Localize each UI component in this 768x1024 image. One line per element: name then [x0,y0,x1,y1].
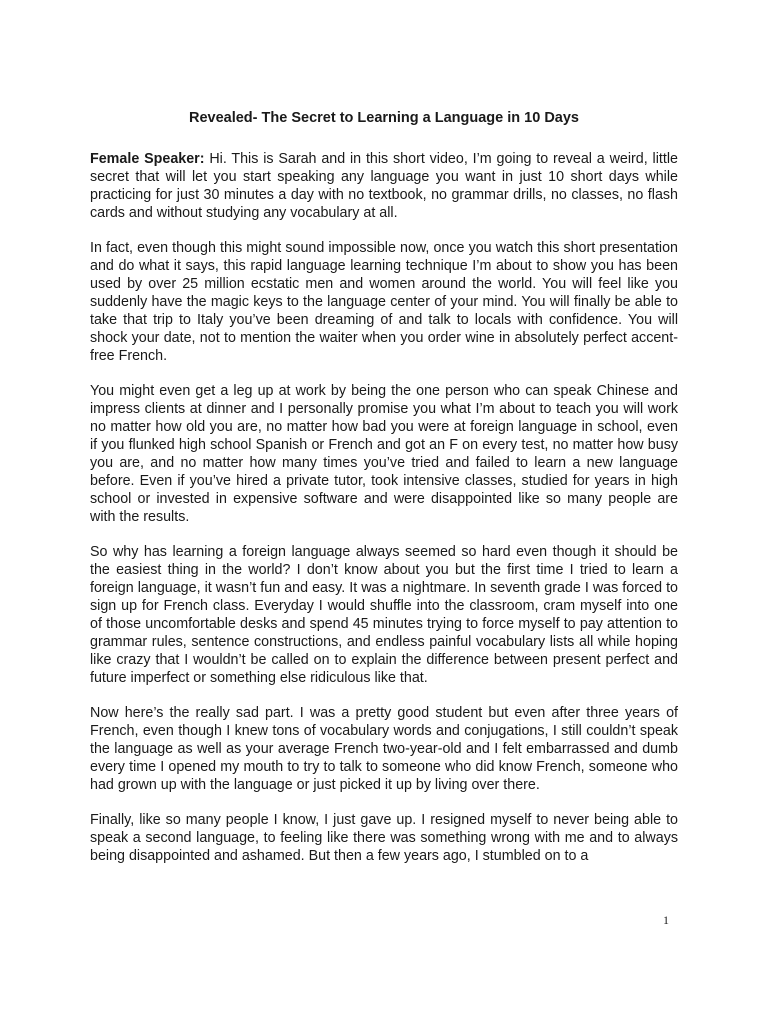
paragraph-text: Hi. This is Sarah and in this short video, I’m going to reveal a weird, little secret that will let you start speaking any language you want in just 10 short days while practicing for just 30 minutes a day with no textbook, no grammar drills, no classes, no flash cards and without studying any vocabulary at all. [90,151,678,221]
paragraph: In fact, even though this might sound impossible now, once you watch this short presentation and do what it says, this rapid language learning technique I’m about to show you has been used by over 25 million ecstatic men and women around the world. You will feel like you suddenly have the magic keys to the language center of your mind. You will finally be able to take that trip to Italy you’ve been dreaming of and talk to locals with confidence. You will shock your date, not to mention the waiter when you order wine in absolutely perfect accent-free French. [90,240,678,364]
document-page [90,108,678,908]
paragraph: Finally, like so many people I know, I just gave up. I resigned myself to never being able to speak a second language, to feeling like there was something wrong with me and to always being disappointed and ashamed. But then a few years ago, I stumbled on to a [90,812,678,864]
paragraph: So why has learning a foreign language always seemed so hard even though it should be the easiest thing in the world? I don’t know about you but the first time I tried to learn a foreign language, it wasn’t fun and easy. It was a nightmare. In seventh grade I was forced to sign up for French class. Everyday I would shuffle into the classroom, cram myself into one of those uncomfortable desks and spend 45 minutes trying to force myself to pay attention to grammar rules, sentence constructions, and endless painful vocabulary lists all while hoping like crazy that I wouldn’t be called on to explain the difference between present perfect and future imperfect or something else ridiculous like that. [90,544,678,686]
paragraph-intro [90,150,678,222]
document-title: Revealed- The Secret to Learning a Language in 10 Days [188,110,579,126]
paragraph: Now here’s the really sad part. I was a pretty good student but even after three years of French, even though I knew tons of vocabulary words and conjugations, I still couldn’t speak the language as well as your average French two-year-old and I felt embarrassed and dumb every time I opened my mouth to try to talk to someone who did know French, someone who had grown up with the language or just picked it up by living over there. [90,705,678,793]
page-number: 1 [663,913,669,927]
paragraph: You might even get a leg up at work by being the one person who can speak Chinese and impress clients at dinner and I personally promise you what I’m about to teach you will work no matter how old you are, no matter how bad you were at foreign language in school, even if you flunked high school Spanish or French and got an F on every test, no matter how busy you are, and no matter how many times you’ve tried and failed to learn a new language before. Even if you’ve hired a private tutor, took intensive classes, studied for years in high school or invested in expensive software and were disappointed like so many people are with the results. [90,383,678,525]
speaker-label: Female Speaker: [90,151,205,167]
